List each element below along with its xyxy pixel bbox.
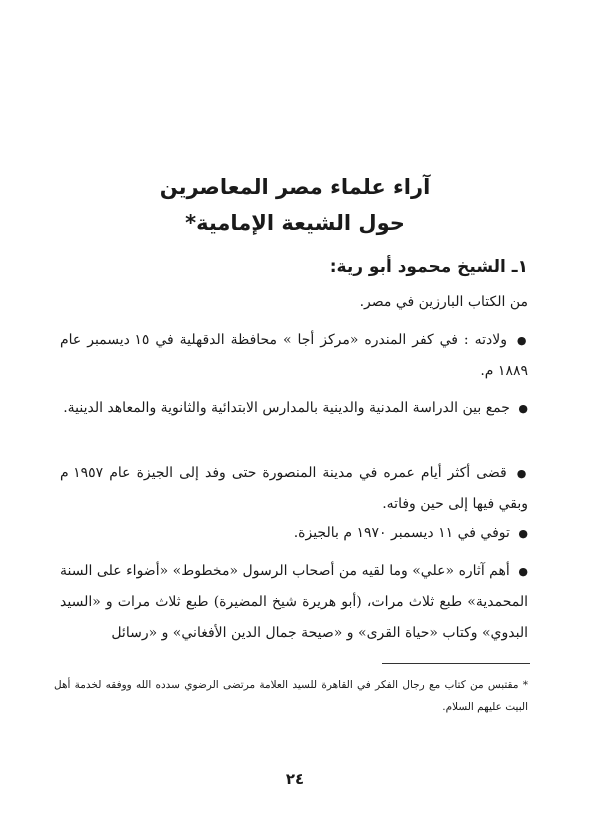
page-title: آراء علماء مصر المعاصرين xyxy=(159,175,431,199)
bullet-icon: ● xyxy=(518,527,528,540)
bullet-icon: ● xyxy=(518,402,528,415)
page-number: ٢٤ xyxy=(285,770,305,788)
bullet-paragraph xyxy=(60,556,528,649)
paragraph-text: أهم آثاره «علي» وما لقيه من أصحاب الرسول «مخطوط» «أضواء على السنة المحمدية» طبع ثلاث مرات، (أبو هريرة شيخ المضيرة) طبع ثلاث مرات و «السيد البدوي» وكتاب «حياة القرى» و «صيحة جمال الدين الأفغاني» و «رسائل xyxy=(60,563,528,641)
paragraph xyxy=(60,287,528,318)
paragraph-text: ولادته : في كفر المندره «مركز أجا » محافظة الدقهلية في ١٥ ديسمبر عام ١٨٨٩ م. xyxy=(60,332,528,379)
paragraph-text: من الكتاب البارزين في مصر. xyxy=(359,294,528,310)
bullet-paragraph xyxy=(60,325,528,387)
bullet-paragraph xyxy=(60,458,528,520)
paragraph-text: جمع بين الدراسة المدنية والدينية بالمدارس الابتدائية والثانوية والمعاهد الدينية. xyxy=(63,400,510,416)
bullet-icon: ● xyxy=(516,334,528,347)
bullet-paragraph xyxy=(60,393,528,424)
bullet-paragraph xyxy=(60,518,528,549)
bullet-icon: ● xyxy=(516,467,528,480)
bullet-icon: ● xyxy=(518,565,528,578)
footnote-divider xyxy=(382,663,530,664)
page-subtitle: حول الشيعة الإمامية* xyxy=(185,211,405,235)
paragraph-text: قضى أكثر أيام عمره في مدينة المنصورة حتى وفد إلى الجيزة عام ١٩٥٧ م وبقي فيها إلى حين وفاته. xyxy=(60,465,528,512)
section-heading: ١ـ الشيخ محمود أبو رية: xyxy=(329,257,528,277)
footnote: * مقتبس من كتاب مع رجال الفكر في القاهرة للسيد العلامة مرتضى الرضوي سدده الله ووفقه لخدمة أهل البيت عليهم السلام. xyxy=(54,679,528,713)
paragraph-text: توفي في ١١ ديسمبر ١٩٧٠ م بالجيزة. xyxy=(293,525,510,541)
